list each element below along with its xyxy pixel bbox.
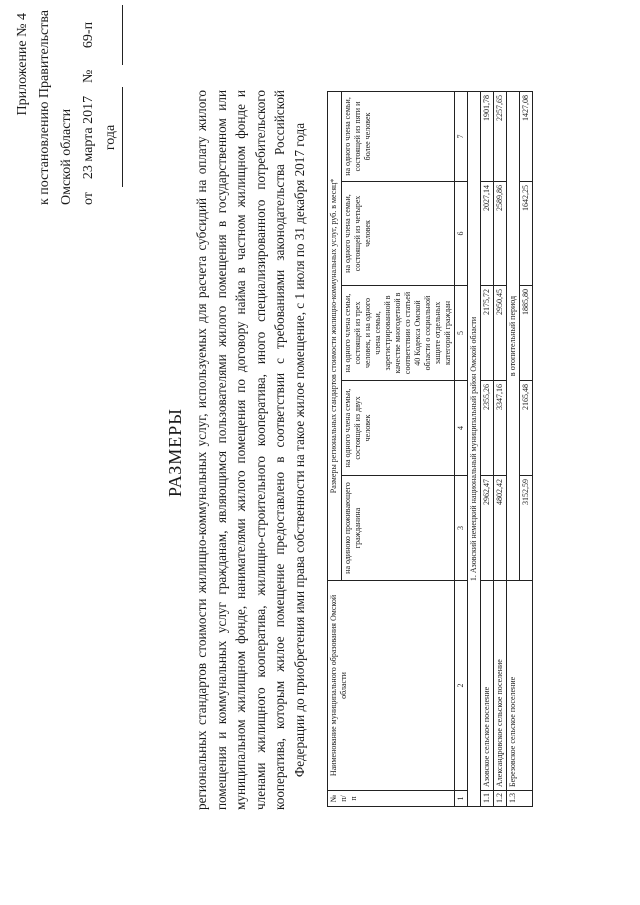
date-number-line (78, 5, 123, 205)
resolution-number: 69-п (78, 5, 123, 65)
column-number: 7 (455, 91, 468, 181)
row-name: Александровское сельское поселение (494, 581, 507, 791)
row-value: 2589,86 (494, 182, 507, 286)
region-label: 1. Азовский немецкий национальный муниципальный район Омской области (468, 91, 481, 806)
table-row (507, 91, 520, 806)
column-number: 1 (455, 791, 468, 807)
header-five: на одного члена семьи, состоящей из пяти и более человек (342, 91, 455, 181)
row-value: 3347,16 (494, 381, 507, 476)
row-number: 1.2 (494, 791, 507, 807)
column-number: 6 (455, 182, 468, 286)
header-four: на одного члена семьи, состоящей из четырех человек (342, 182, 455, 286)
column-number: 5 (455, 286, 468, 381)
header-group: Размеры региональных стандартов стоимости жилищно-коммунальных услуг, руб. в месяц* (328, 91, 342, 580)
row-number: 1.1 (481, 791, 494, 807)
table-row (494, 91, 507, 806)
number-label: № (81, 69, 96, 83)
row-name: Азовское сельское поселение (481, 581, 494, 791)
column-number: 4 (455, 381, 468, 476)
rates-table (327, 91, 533, 807)
row-value: 2257,65 (494, 91, 507, 181)
header-municipality: Наименование муниципального образования Омской области (328, 581, 455, 791)
row-value: 4802,42 (494, 476, 507, 581)
row-value: 2962,47 (481, 476, 494, 581)
resolution-date: 23 марта 2017 года (78, 88, 123, 188)
row-value: 2355,26 (481, 381, 494, 476)
appendix-label: Приложение № 4 (15, 13, 30, 116)
row-number: 1.3 (507, 791, 533, 807)
row-value: 1885,80 (520, 286, 533, 381)
column-number: 2 (455, 581, 468, 791)
header-three: на одного члена семьи, состоящей из трех человек, и на одного члена семьи, зарегистрированной в качестве многодетной в соответствии со статьей 40 Кодекса Омской области о социальной защите отдельных категорий граждан (342, 286, 455, 381)
header-two: на одного члена семьи, состоящей из двух человек (342, 381, 455, 476)
header-single: на одиноко проживающего гражданина (342, 476, 455, 581)
table-row (481, 91, 494, 806)
row-value: 1901,78 (481, 91, 494, 181)
page-subtitle: региональных стандартов стоимости жилищно-коммунальных услуг, используемых для расчета субсидий на оплату жилого помещения и коммунальных услуг гражданам, являющимся пользователями жилого помещения в государственном или муниципальном жилищном фонде, нанимателями жилого помещения по договору найма в частном жилищном фонде и членами жилищного кооператива, жилищно-строительного кооператива, иного специализированного потребительского кооператива, которым жилое помещение предоставлено в соответствии с требованиями законодательства Российской Федерации до приобретения ими права собственности на такое жилое помещение, с 1 июля по 31 декабря 2017 года (194, 90, 307, 810)
from-label: от (81, 192, 96, 205)
row-value: 1427,08 (520, 91, 533, 181)
row-value: 2950,45 (494, 286, 507, 381)
row-value: 3152,59 (520, 476, 533, 581)
page-title: РАЗМЕРЫ (165, 408, 185, 497)
column-number: 3 (455, 476, 468, 581)
region-row (468, 91, 481, 806)
row-value: 2027,14 (481, 182, 494, 286)
row-value: 2175,72 (481, 286, 494, 381)
header-number: № п/п (328, 791, 455, 807)
row-value: 1642,25 (520, 182, 533, 286)
heating-period-label: в отопительный период (507, 91, 520, 580)
column-number-row (455, 91, 468, 806)
row-name: Березовское сельское поселение (507, 581, 533, 791)
document-header (12, 5, 123, 205)
resolution-line: к постановлению Правительства Омской области (37, 9, 74, 205)
row-value: 2165,48 (520, 381, 533, 476)
